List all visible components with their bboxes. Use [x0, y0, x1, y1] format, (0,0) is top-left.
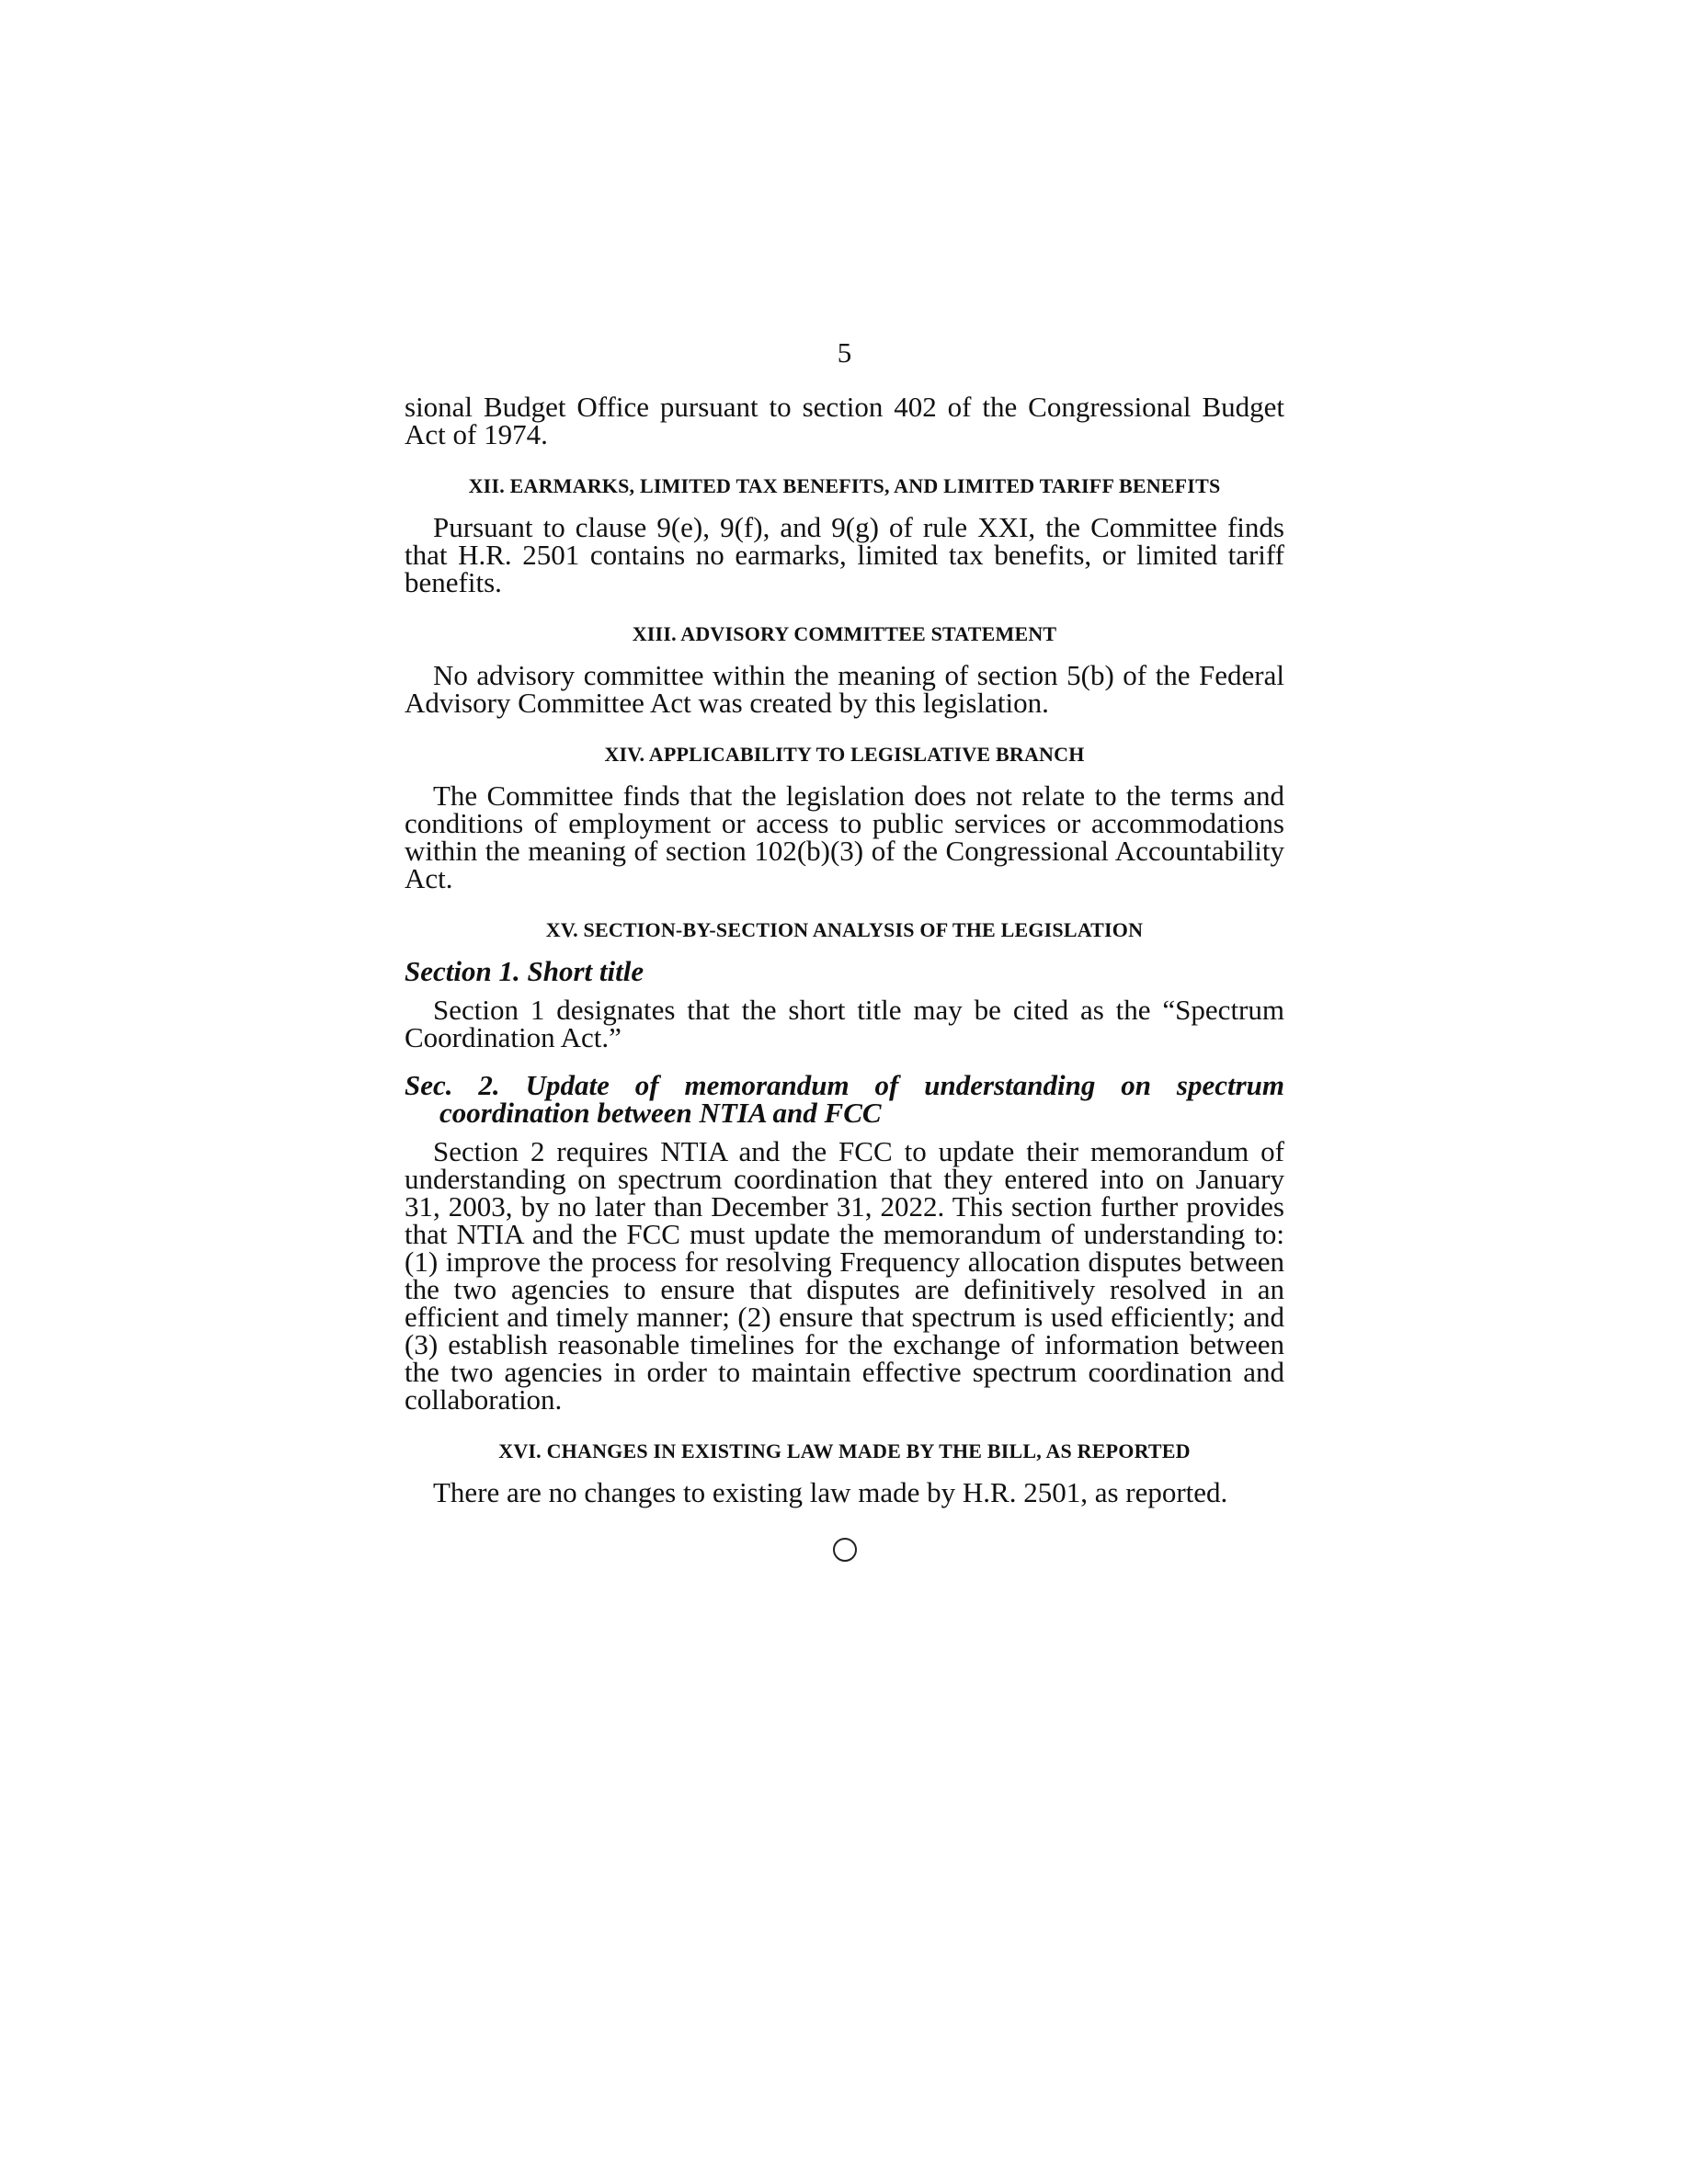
section-body: There are no changes to existing law made by H.R. 2501, as reported. [433, 1476, 1228, 1508]
section-heading: XVI. CHANGES IN EXISTING LAW MADE BY THE BILL, AS REPORTED [498, 1439, 1191, 1462]
section-changes-in-law [405, 1438, 1284, 1507]
section-heading: XV. SECTION-BY-SECTION ANALYSIS OF THE LEGISLATION [545, 918, 1144, 941]
section-body: The Committee finds that the legislation does not relate to the terms and conditions of employment or access to public services or accommodations within the meaning of section 102(b)(3) of the Congressional Accountability Act. [405, 779, 1284, 894]
section-body: Pursuant to clause 9(e), 9(f), and 9(g) of rule XXI, the Committee finds that H.R. 2501 contains no earmarks, limited tax benefits, or limited tariff benefits. [405, 511, 1284, 598]
intro-paragraph: sional Budget Office pursuant to section 402 of the Congressional Budget Act of 1974. [405, 391, 1284, 450]
section-heading: XII. EARMARKS, LIMITED TAX BENEFITS, AND LIMITED TARIFF BENEFITS [468, 474, 1221, 497]
subsection-title: Section 1. Short title [405, 955, 644, 987]
section-body: No advisory committee within the meaning of section 5(b) of the Federal Advisory Committee Act was created by this legislation. [405, 659, 1284, 719]
section-by-section-analysis [405, 916, 1284, 1414]
section-heading: XIV. APPLICABILITY TO LEGISLATIVE BRANCH [604, 743, 1085, 766]
section-heading: XIII. ADVISORY COMMITTEE STATEMENT [632, 622, 1057, 645]
section-advisory-committee [405, 620, 1284, 717]
page-number: 5 [837, 336, 852, 369]
subsection-body: Section 2 requires NTIA and the FCC to update their memorandum of understanding on spectrum coordination that they entered into on January 31, 2003, by no later than December 31, 2022. This section further provides that NTIA and the FCC must update the memorandum of understanding to: (1) improve the process for resolving Frequency allocation disputes between the two agencies to ensure that disputes are definitively resolved in an efficient and timely manner; (2) ensure that spectrum is used efficiently; and (3) establish reasonable timelines for the exchange of information between the two agencies in order to maintain effective spectrum coordination and collaboration. [405, 1135, 1284, 1416]
document-page [405, 336, 1284, 1562]
end-of-document-circle-icon [833, 1538, 857, 1562]
subsection-body: Section 1 designates that the short title may be cited as the “Spectrum Coordination Act.” [405, 994, 1284, 1053]
section-legislative-branch [405, 741, 1284, 893]
subsection-title: Sec. 2. Update of memorandum of understanding on spectrum coordination between NTIA and FCC [405, 1069, 1284, 1129]
section-earmarks [405, 472, 1284, 597]
